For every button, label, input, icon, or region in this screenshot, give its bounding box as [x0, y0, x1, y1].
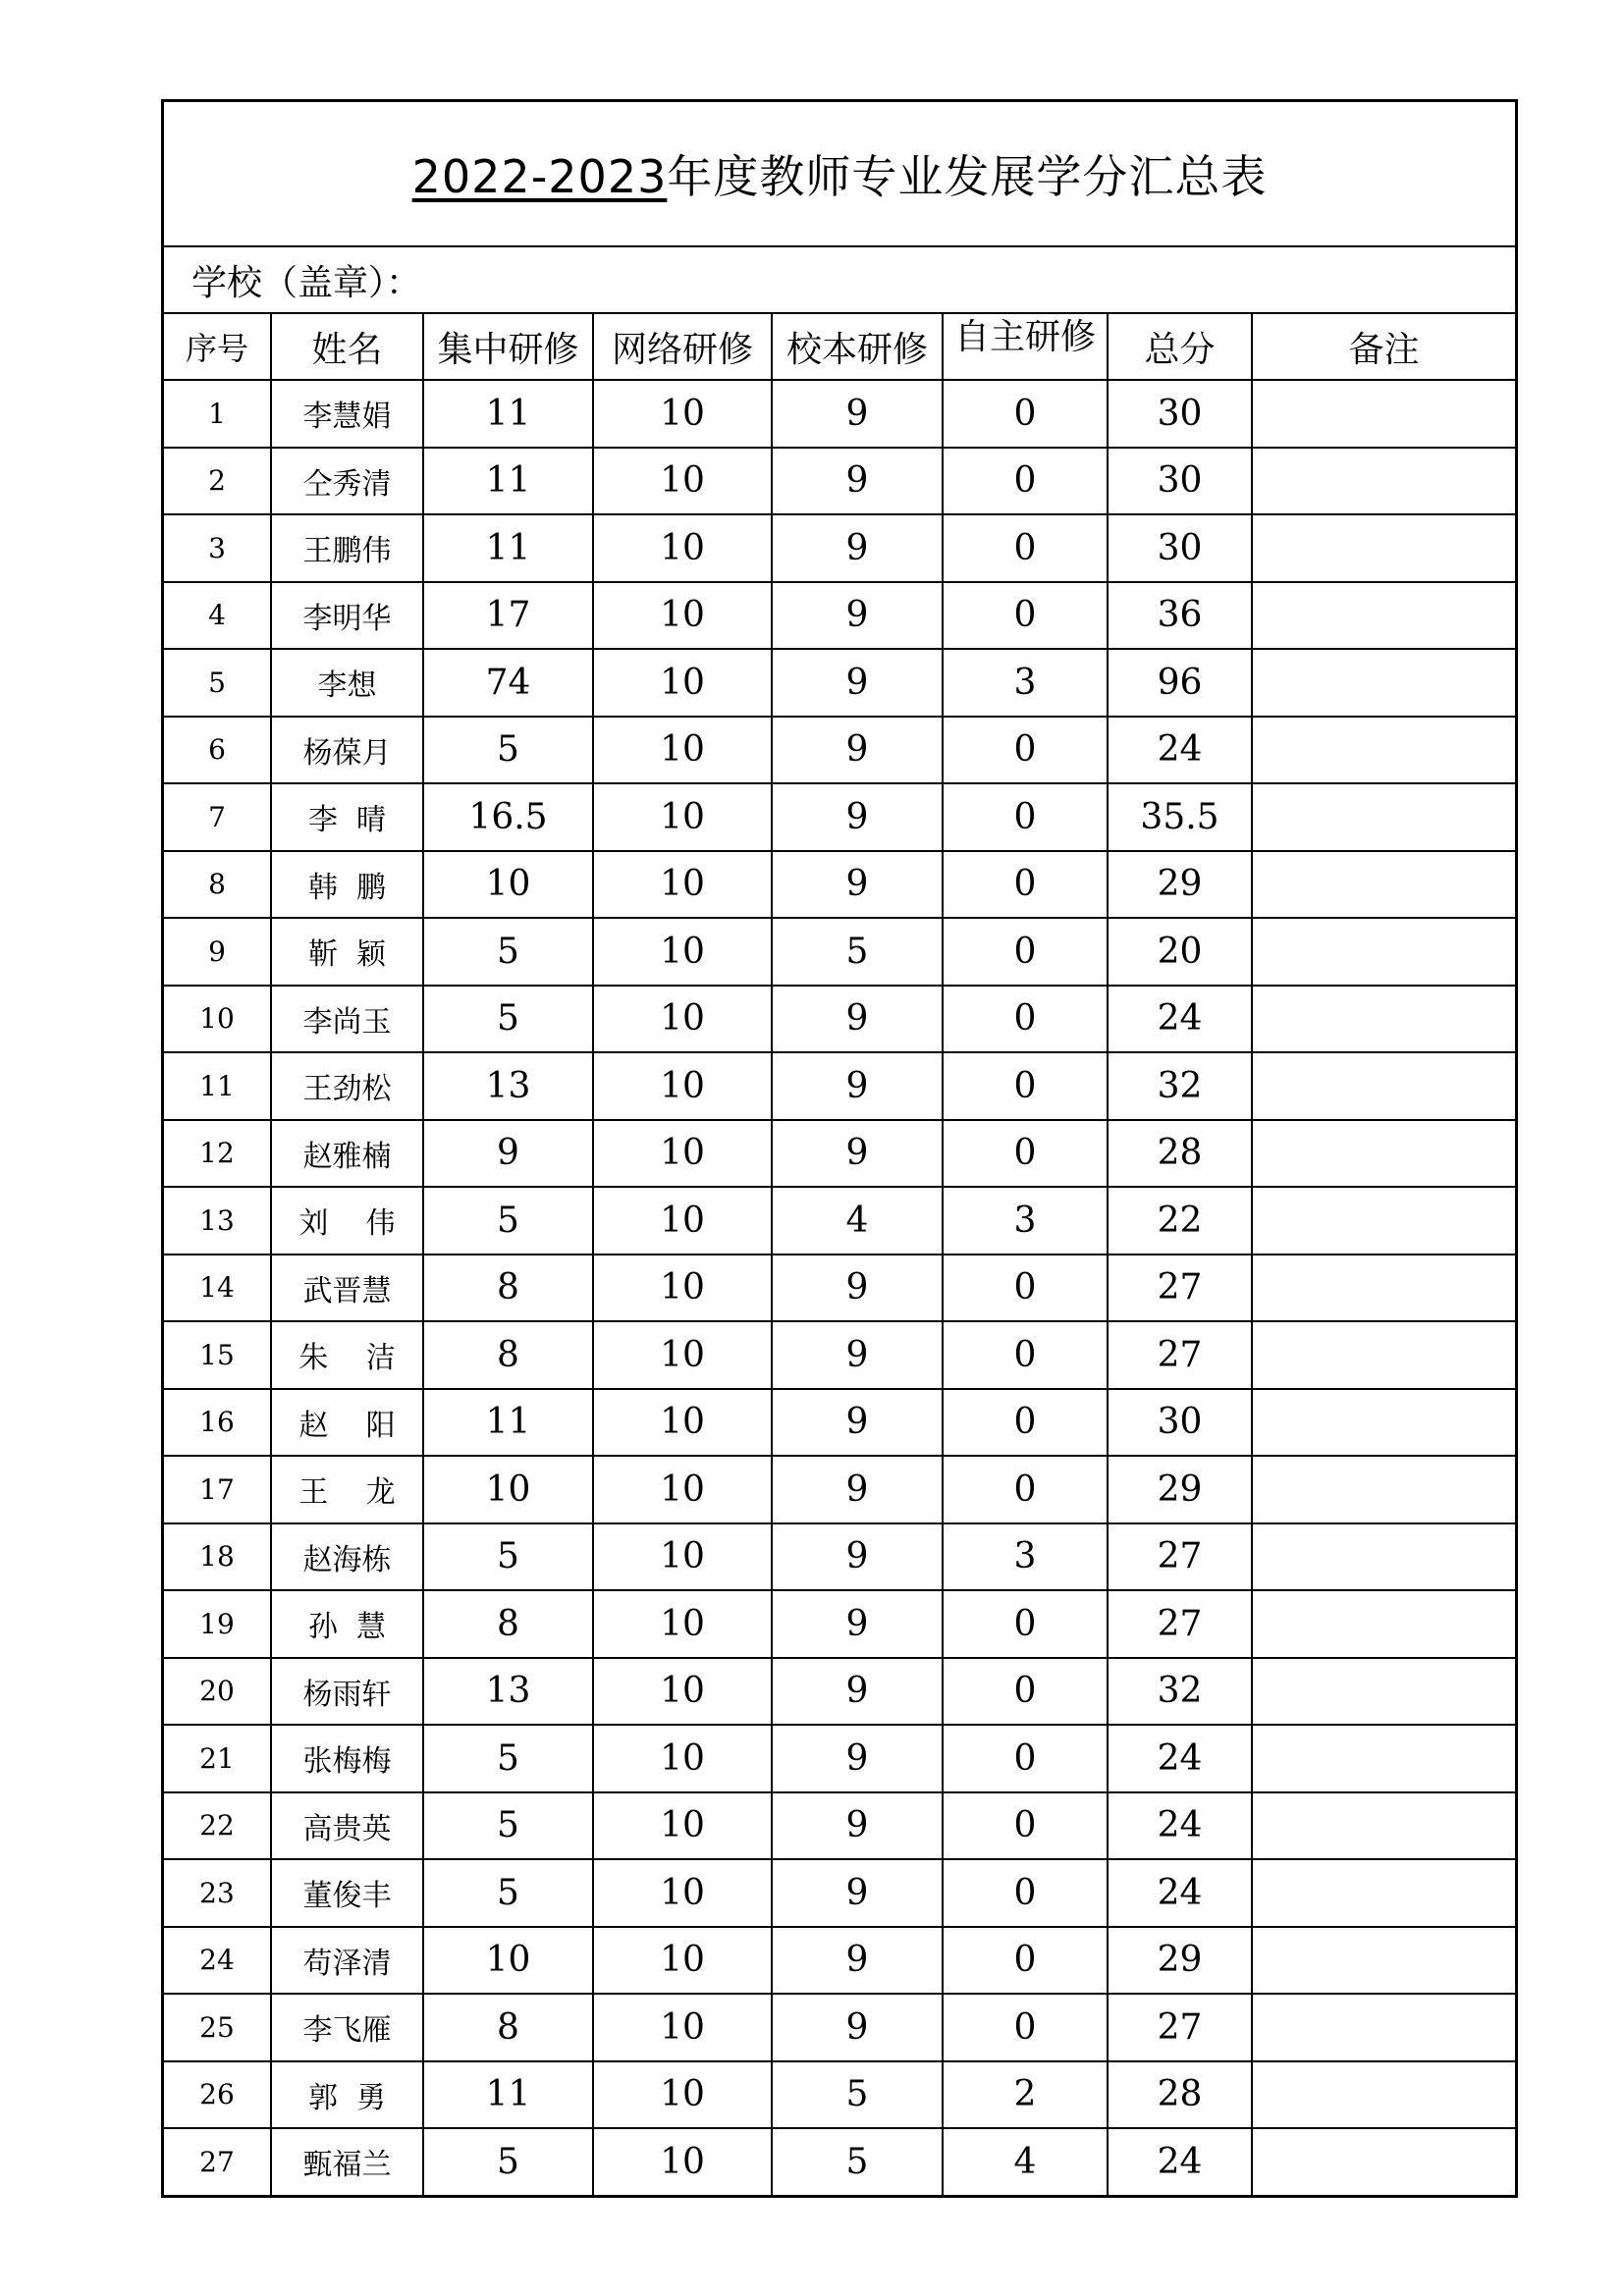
cell-online: 10 — [593, 1994, 772, 2061]
cell-remarks — [1252, 851, 1515, 919]
cell-total: 28 — [1108, 1120, 1252, 1188]
cell-centralized: 5 — [423, 986, 593, 1053]
table-row — [164, 1792, 1515, 1860]
cell-index: 14 — [164, 1255, 271, 1322]
cell-school-based: 5 — [772, 2061, 943, 2129]
cell-index: 15 — [164, 1321, 271, 1389]
cell-school-based: 9 — [772, 1658, 943, 1726]
cell-self-directed: 3 — [943, 1187, 1108, 1255]
cell-centralized: 11 — [423, 448, 593, 515]
cell-index: 25 — [164, 1994, 271, 2061]
cell-school-based: 4 — [772, 1187, 943, 1255]
table-row — [164, 1389, 1515, 1457]
cell-total: 29 — [1108, 851, 1252, 919]
cell-school-based: 9 — [772, 380, 943, 448]
cell-name: 李飞雁 — [271, 1994, 423, 2061]
table-row — [164, 1456, 1515, 1523]
cell-index: 9 — [164, 918, 271, 986]
cell-self-directed: 0 — [943, 1120, 1108, 1188]
cell-remarks — [1252, 1590, 1515, 1658]
cell-school-based: 9 — [772, 1255, 943, 1322]
cell-total: 24 — [1108, 2128, 1252, 2195]
cell-self-directed: 0 — [943, 1994, 1108, 2061]
table-row — [164, 1523, 1515, 1591]
cell-centralized: 5 — [423, 717, 593, 784]
cell-total: 35.5 — [1108, 783, 1252, 851]
cell-remarks — [1252, 1658, 1515, 1726]
cell-total: 30 — [1108, 1389, 1252, 1457]
cell-remarks — [1252, 1456, 1515, 1523]
header-remarks: 备注 — [1252, 314, 1515, 380]
cell-remarks — [1252, 918, 1515, 986]
school-label: 学校（盖章）： — [191, 262, 422, 303]
cell-self-directed: 0 — [943, 918, 1108, 986]
cell-online: 10 — [593, 1859, 772, 1927]
cell-name: 朱 洁 — [271, 1321, 423, 1389]
cell-index: 4 — [164, 582, 271, 650]
cell-name: 苟泽清 — [271, 1927, 423, 1995]
cell-online: 10 — [593, 1120, 772, 1188]
cell-total: 30 — [1108, 514, 1252, 582]
cell-school-based: 9 — [772, 448, 943, 515]
cell-name: 赵雅楠 — [271, 1120, 423, 1188]
cell-online: 10 — [593, 2128, 772, 2195]
cell-name: 孙 慧 — [271, 1590, 423, 1658]
cell-remarks — [1252, 1120, 1515, 1188]
cell-school-based: 9 — [772, 1994, 943, 2061]
cell-online: 10 — [593, 1590, 772, 1658]
cell-centralized: 11 — [423, 1389, 593, 1457]
cell-index: 22 — [164, 1792, 271, 1860]
cell-remarks — [1252, 1927, 1515, 1995]
cell-total: 36 — [1108, 582, 1252, 650]
table-row — [164, 1590, 1515, 1658]
cell-remarks — [1252, 717, 1515, 784]
table-row — [164, 783, 1515, 851]
cell-school-based: 9 — [772, 1927, 943, 1995]
cell-online: 10 — [593, 1523, 772, 1591]
cell-self-directed: 0 — [943, 1389, 1108, 1457]
cell-total: 24 — [1108, 1792, 1252, 1860]
table-row — [164, 514, 1515, 582]
cell-online: 10 — [593, 1456, 772, 1523]
cell-index: 16 — [164, 1389, 271, 1457]
cell-index: 5 — [164, 649, 271, 717]
cell-online: 10 — [593, 1255, 772, 1322]
header-name: 姓名 — [271, 314, 423, 380]
cell-remarks — [1252, 783, 1515, 851]
cell-self-directed: 0 — [943, 1052, 1108, 1120]
cell-total: 32 — [1108, 1658, 1252, 1726]
cell-total: 24 — [1108, 1859, 1252, 1927]
cell-online: 10 — [593, 448, 772, 515]
cell-centralized: 8 — [423, 1590, 593, 1658]
cell-self-directed: 0 — [943, 986, 1108, 1053]
cell-total: 29 — [1108, 1927, 1252, 1995]
cell-total: 24 — [1108, 986, 1252, 1053]
cell-centralized: 5 — [423, 1725, 593, 1792]
cell-total: 20 — [1108, 918, 1252, 986]
cell-name: 赵 阳 — [271, 1389, 423, 1457]
cell-index: 26 — [164, 2061, 271, 2129]
cell-index: 27 — [164, 2128, 271, 2195]
school-row — [164, 247, 1515, 314]
cell-total: 96 — [1108, 649, 1252, 717]
cell-online: 10 — [593, 1321, 772, 1389]
cell-online: 10 — [593, 380, 772, 448]
cell-total: 32 — [1108, 1052, 1252, 1120]
cell-self-directed: 4 — [943, 2128, 1108, 2195]
cell-remarks — [1252, 649, 1515, 717]
table-row — [164, 717, 1515, 784]
cell-name: 甄福兰 — [271, 2128, 423, 2195]
cell-index: 23 — [164, 1859, 271, 1927]
cell-self-directed: 0 — [943, 1859, 1108, 1927]
cell-total: 24 — [1108, 1725, 1252, 1792]
cell-centralized: 74 — [423, 649, 593, 717]
cell-school-based: 9 — [772, 1590, 943, 1658]
cell-name: 高贵英 — [271, 1792, 423, 1860]
cell-school-based: 9 — [772, 1052, 943, 1120]
page-title — [412, 141, 1268, 206]
cell-self-directed: 0 — [943, 1927, 1108, 1995]
cell-name: 李想 — [271, 649, 423, 717]
cell-centralized: 17 — [423, 582, 593, 650]
cell-self-directed: 0 — [943, 1255, 1108, 1322]
cell-index: 18 — [164, 1523, 271, 1591]
cell-index: 3 — [164, 514, 271, 582]
cell-total: 27 — [1108, 1255, 1252, 1322]
cell-name: 王 龙 — [271, 1456, 423, 1523]
cell-total: 22 — [1108, 1187, 1252, 1255]
cell-self-directed: 2 — [943, 2061, 1108, 2129]
table-row — [164, 1859, 1515, 1927]
cell-self-directed: 3 — [943, 1523, 1108, 1591]
cell-school-based: 9 — [772, 1859, 943, 1927]
cell-remarks — [1252, 1859, 1515, 1927]
cell-total: 27 — [1108, 1994, 1252, 2061]
cell-name: 李尚玉 — [271, 986, 423, 1053]
cell-centralized: 5 — [423, 1523, 593, 1591]
table-row — [164, 649, 1515, 717]
cell-online: 10 — [593, 1792, 772, 1860]
cell-name: 张梅梅 — [271, 1725, 423, 1792]
cell-name: 韩 鹏 — [271, 851, 423, 919]
cell-self-directed: 0 — [943, 717, 1108, 784]
credit-table — [164, 314, 1515, 2195]
cell-self-directed: 0 — [943, 582, 1108, 650]
cell-index: 2 — [164, 448, 271, 515]
table-row — [164, 1321, 1515, 1389]
cell-remarks — [1252, 1994, 1515, 2061]
cell-remarks — [1252, 380, 1515, 448]
cell-name: 赵海栋 — [271, 1523, 423, 1591]
cell-name: 李慧娟 — [271, 380, 423, 448]
cell-centralized: 5 — [423, 1187, 593, 1255]
cell-index: 6 — [164, 717, 271, 784]
cell-school-based: 9 — [772, 1389, 943, 1457]
cell-remarks — [1252, 986, 1515, 1053]
cell-remarks — [1252, 1187, 1515, 1255]
cell-centralized: 13 — [423, 1052, 593, 1120]
title-year: 2022-2023 — [411, 150, 668, 203]
cell-name: 郭 勇 — [271, 2061, 423, 2129]
cell-index: 7 — [164, 783, 271, 851]
cell-centralized: 10 — [423, 851, 593, 919]
cell-online: 10 — [593, 717, 772, 784]
cell-school-based: 9 — [772, 717, 943, 784]
cell-name: 仝秀清 — [271, 448, 423, 515]
cell-index: 13 — [164, 1187, 271, 1255]
cell-centralized: 13 — [423, 1658, 593, 1726]
cell-remarks — [1252, 1321, 1515, 1389]
cell-index: 24 — [164, 1927, 271, 1995]
cell-online: 10 — [593, 514, 772, 582]
cell-self-directed: 0 — [943, 851, 1108, 919]
cell-name: 靳 颖 — [271, 918, 423, 986]
table-row — [164, 986, 1515, 1053]
cell-centralized: 8 — [423, 1321, 593, 1389]
cell-self-directed: 0 — [943, 514, 1108, 582]
cell-index: 17 — [164, 1456, 271, 1523]
cell-remarks — [1252, 448, 1515, 515]
cell-online: 10 — [593, 986, 772, 1053]
cell-centralized: 10 — [423, 1927, 593, 1995]
table-row — [164, 380, 1515, 448]
cell-index: 19 — [164, 1590, 271, 1658]
header-row — [164, 314, 1515, 380]
cell-total: 27 — [1108, 1523, 1252, 1591]
cell-school-based: 9 — [772, 1523, 943, 1591]
cell-online: 10 — [593, 1052, 772, 1120]
cell-remarks — [1252, 1523, 1515, 1591]
table-row — [164, 1255, 1515, 1322]
title-text: 年度教师专业发展学分汇总表 — [667, 150, 1268, 203]
cell-total: 24 — [1108, 717, 1252, 784]
cell-online: 10 — [593, 1187, 772, 1255]
cell-self-directed: 0 — [943, 1321, 1108, 1389]
cell-self-directed: 0 — [943, 1590, 1108, 1658]
cell-name: 刘 伟 — [271, 1187, 423, 1255]
cell-online: 10 — [593, 1927, 772, 1995]
table-row — [164, 1052, 1515, 1120]
cell-online: 10 — [593, 649, 772, 717]
cell-online: 10 — [593, 1389, 772, 1457]
cell-index: 12 — [164, 1120, 271, 1188]
header-self-directed — [943, 314, 1108, 380]
cell-centralized: 5 — [423, 2128, 593, 2195]
cell-total: 30 — [1108, 448, 1252, 515]
header-index: 序号 — [164, 314, 271, 380]
cell-self-directed: 0 — [943, 380, 1108, 448]
cell-online: 10 — [593, 1725, 772, 1792]
cell-centralized: 16.5 — [423, 783, 593, 851]
cell-self-directed: 0 — [943, 448, 1108, 515]
table-row — [164, 1994, 1515, 2061]
table-row — [164, 1187, 1515, 1255]
cell-remarks — [1252, 1725, 1515, 1792]
cell-name: 王鹏伟 — [271, 514, 423, 582]
cell-centralized: 8 — [423, 1994, 593, 2061]
header-centralized: 集中研修 — [423, 314, 593, 380]
cell-centralized: 8 — [423, 1255, 593, 1322]
cell-self-directed: 0 — [943, 783, 1108, 851]
cell-online: 10 — [593, 582, 772, 650]
cell-index: 20 — [164, 1658, 271, 1726]
cell-index: 11 — [164, 1052, 271, 1120]
table-row — [164, 1927, 1515, 1995]
cell-school-based: 9 — [772, 1120, 943, 1188]
table-row — [164, 1658, 1515, 1726]
cell-total: 27 — [1108, 1321, 1252, 1389]
cell-remarks — [1252, 514, 1515, 582]
table-row — [164, 1725, 1515, 1792]
table-row — [164, 2061, 1515, 2129]
cell-name: 王劲松 — [271, 1052, 423, 1120]
cell-remarks — [1252, 1389, 1515, 1457]
cell-school-based: 5 — [772, 918, 943, 986]
cell-centralized: 5 — [423, 918, 593, 986]
header-school-based: 校本研修 — [772, 314, 943, 380]
cell-remarks — [1252, 1255, 1515, 1322]
table-row — [164, 2128, 1515, 2195]
cell-school-based: 9 — [772, 514, 943, 582]
cell-school-based: 9 — [772, 1456, 943, 1523]
cell-self-directed: 0 — [943, 1792, 1108, 1860]
cell-self-directed: 0 — [943, 1725, 1108, 1792]
cell-name: 董俊丰 — [271, 1859, 423, 1927]
table-row — [164, 448, 1515, 515]
cell-centralized: 11 — [423, 514, 593, 582]
cell-school-based: 5 — [772, 2128, 943, 2195]
cell-total: 29 — [1108, 1456, 1252, 1523]
header-self-directed-text: 自主研修 — [953, 317, 1096, 357]
cell-school-based: 9 — [772, 851, 943, 919]
cell-index: 21 — [164, 1725, 271, 1792]
cell-centralized: 10 — [423, 1456, 593, 1523]
cell-online: 10 — [593, 918, 772, 986]
cell-remarks — [1252, 1052, 1515, 1120]
cell-school-based: 9 — [772, 1792, 943, 1860]
cell-total: 27 — [1108, 1590, 1252, 1658]
table-row — [164, 582, 1515, 650]
cell-remarks — [1252, 2128, 1515, 2195]
cell-centralized: 9 — [423, 1120, 593, 1188]
cell-remarks — [1252, 1792, 1515, 1860]
cell-online: 10 — [593, 783, 772, 851]
table-row — [164, 918, 1515, 986]
cell-self-directed: 0 — [943, 1456, 1108, 1523]
cell-total: 30 — [1108, 380, 1252, 448]
cell-school-based: 9 — [772, 649, 943, 717]
cell-name: 杨雨轩 — [271, 1658, 423, 1726]
cell-remarks — [1252, 2061, 1515, 2129]
table-body — [164, 380, 1515, 2195]
cell-name: 李明华 — [271, 582, 423, 650]
header-total: 总分 — [1108, 314, 1252, 380]
cell-index: 8 — [164, 851, 271, 919]
summary-sheet — [161, 99, 1518, 2198]
cell-online: 10 — [593, 2061, 772, 2129]
cell-self-directed: 0 — [943, 1658, 1108, 1726]
cell-self-directed: 3 — [943, 649, 1108, 717]
title-row — [164, 102, 1515, 247]
table-row — [164, 1120, 1515, 1188]
cell-remarks — [1252, 582, 1515, 650]
cell-online: 10 — [593, 1658, 772, 1726]
cell-centralized: 5 — [423, 1859, 593, 1927]
table-row — [164, 851, 1515, 919]
cell-school-based: 9 — [772, 1321, 943, 1389]
cell-name: 武晋慧 — [271, 1255, 423, 1322]
cell-index: 10 — [164, 986, 271, 1053]
cell-school-based: 9 — [772, 986, 943, 1053]
cell-index: 1 — [164, 380, 271, 448]
cell-school-based: 9 — [772, 1725, 943, 1792]
cell-school-based: 9 — [772, 582, 943, 650]
cell-centralized: 11 — [423, 380, 593, 448]
cell-centralized: 5 — [423, 1792, 593, 1860]
cell-online: 10 — [593, 851, 772, 919]
cell-total: 28 — [1108, 2061, 1252, 2129]
header-online: 网络研修 — [593, 314, 772, 380]
cell-name: 杨葆月 — [271, 717, 423, 784]
cell-centralized: 11 — [423, 2061, 593, 2129]
cell-school-based: 9 — [772, 783, 943, 851]
cell-name: 李 晴 — [271, 783, 423, 851]
